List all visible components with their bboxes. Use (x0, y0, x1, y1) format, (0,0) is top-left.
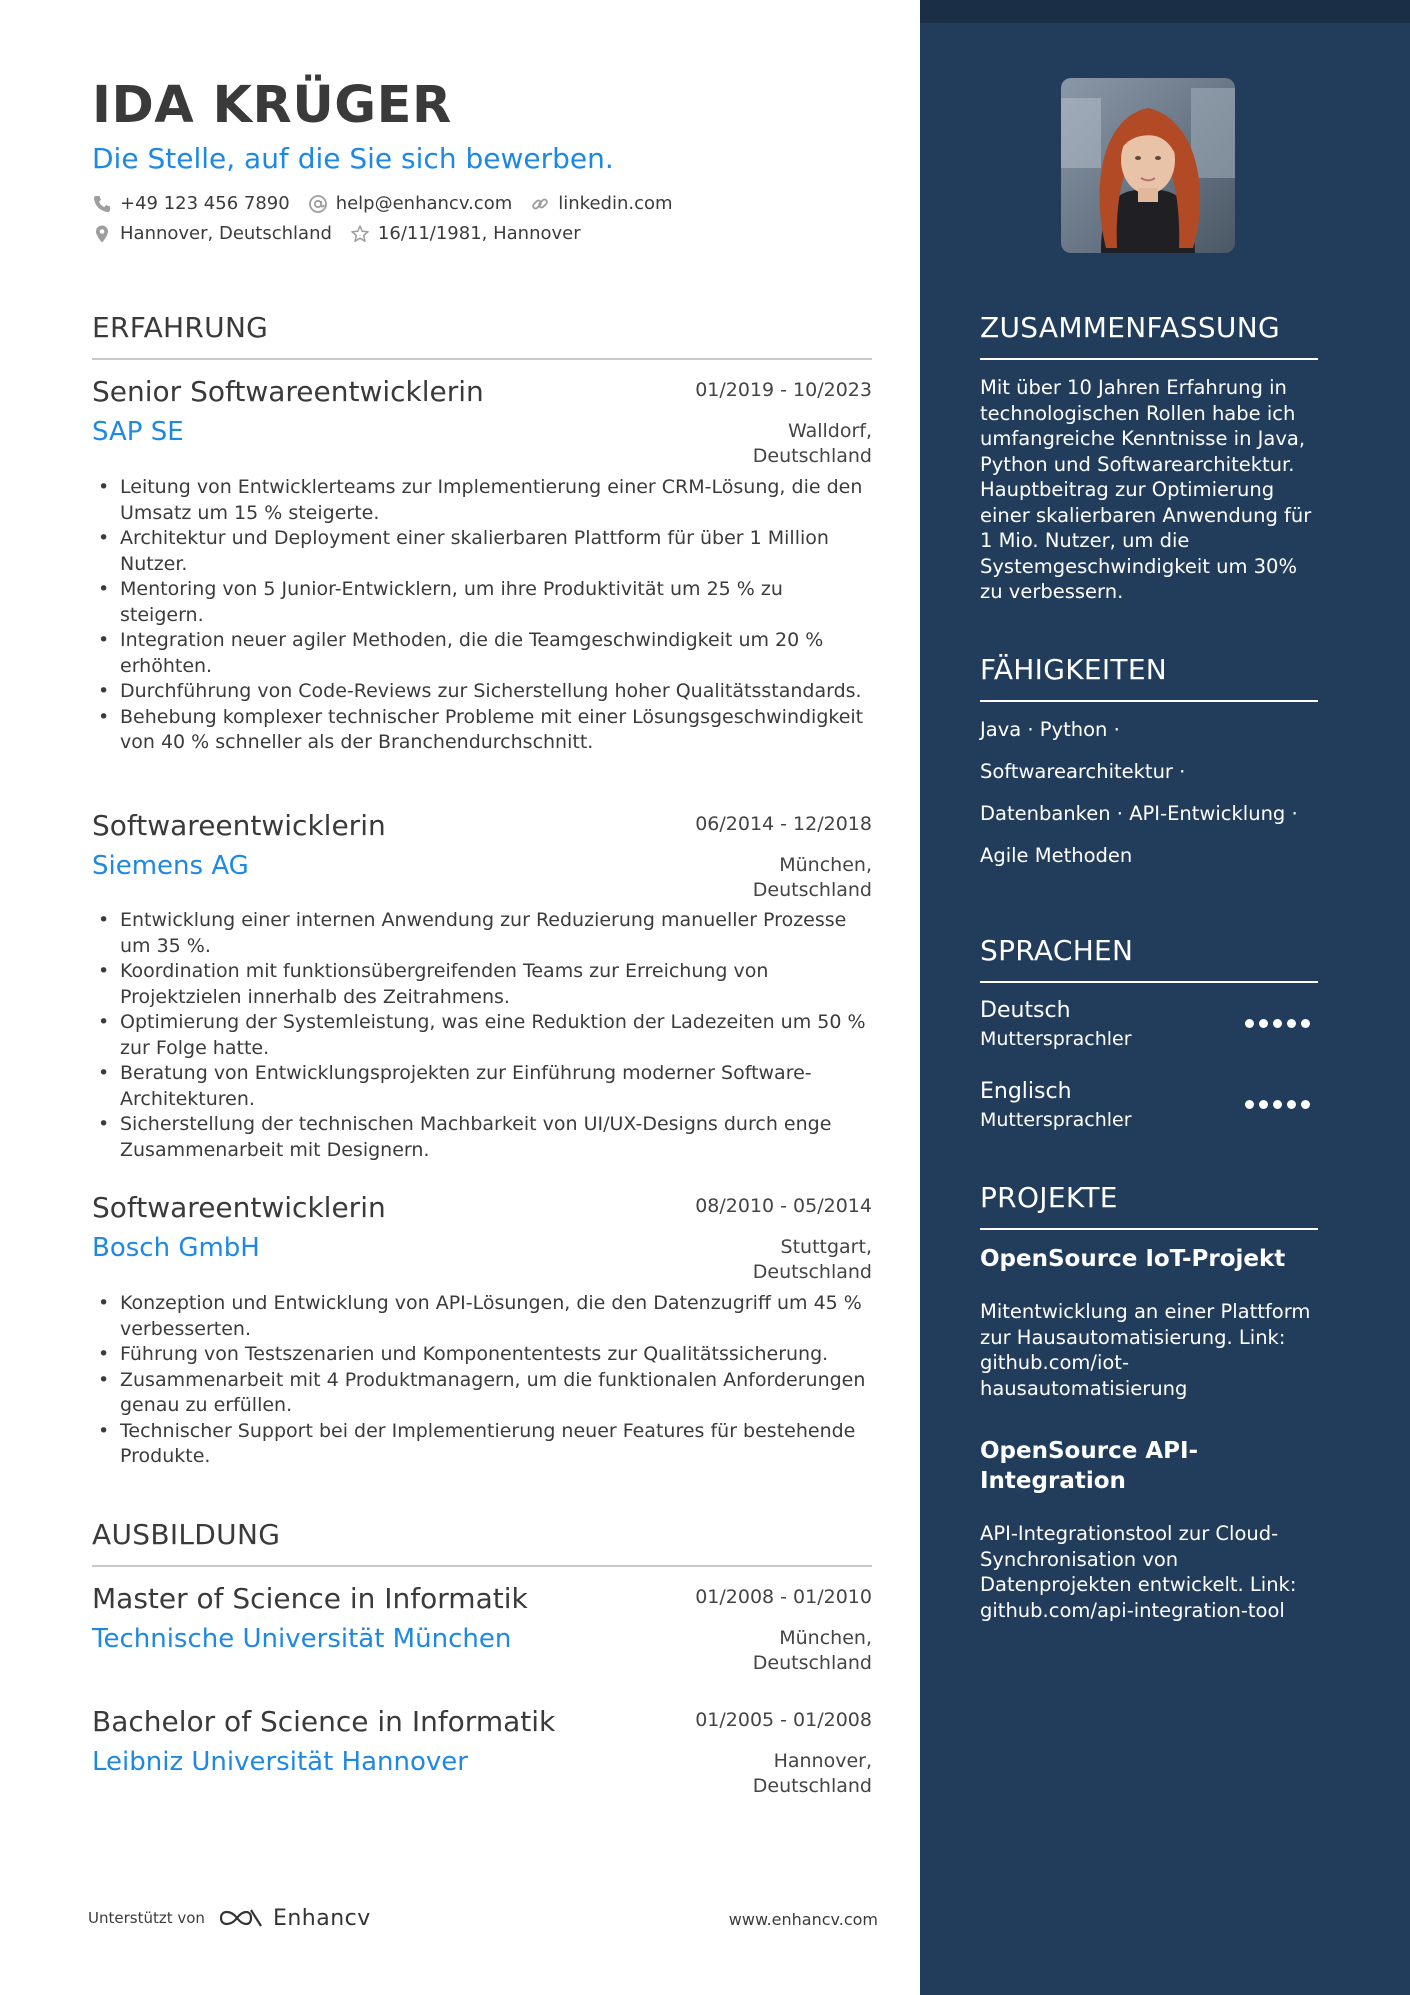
rating-dot (1273, 1019, 1282, 1028)
education-entry (92, 1582, 872, 1682)
school-location-city: Hannover, (773, 1750, 872, 1772)
job-role: Softwareentwicklerin (92, 1191, 386, 1224)
job-bullets (92, 908, 872, 1163)
birth-item (350, 223, 581, 244)
job-bullets (92, 1291, 872, 1470)
profile-photo (1061, 78, 1235, 253)
job-location-country: Deutschland (752, 879, 872, 901)
birth-text: 16/11/1981, Hannover (377, 223, 581, 244)
school-name: Technische Universität München (92, 1624, 512, 1654)
experience-entry (92, 1191, 872, 1481)
job-role: Softwareentwicklerin (92, 809, 386, 842)
job-title-placeholder: Die Stelle, auf die Sie sich bewerben. (92, 142, 614, 175)
education-dates: 01/2008 - 01/2010 (695, 1586, 872, 1608)
job-dates: 01/2019 - 10/2023 (695, 379, 872, 401)
bullet-item: • Sicherstellung der technischen Machbarkeit von UI/UX-Designs durch enge Zusammenarbeit mit Designern. (92, 1112, 872, 1163)
company-name: Bosch GmbH (92, 1233, 260, 1263)
bullet-item: • Optimierung der Systemleistung, was eine Reduktion der Ladezeiten um 50 % zur Folge hatte. (92, 1010, 872, 1061)
enhancv-logo[interactable] (217, 1905, 371, 1931)
degree-title: Bachelor of Science in Informatik (92, 1705, 556, 1738)
language-name: Deutsch (980, 998, 1071, 1023)
bullet-item: • Durchführung von Code-Reviews zur Sicherstellung hoher Qualitätsstandards. (92, 679, 872, 705)
skills-line: Datenbanken · API-Entwicklung · (980, 802, 1298, 825)
language-level: Muttersprachler (980, 1109, 1132, 1131)
summary-heading: ZUSAMMENFASSUNG (980, 311, 1280, 344)
rating-dot (1245, 1100, 1254, 1109)
language-rating (1245, 1100, 1315, 1109)
footer-powered-by (88, 1905, 371, 1931)
bullet-item: • Architektur und Deployment einer skalierbaren Plattform für über 1 Million Nutzer. (92, 526, 872, 577)
bullet-item: • Koordination mit funktionsübergreifenden Teams zur Erreichung von Projektzielen innerhalb des Zeitrahmens. (92, 959, 872, 1010)
bullet-item: • Mentoring von 5 Junior-Entwicklern, um ihre Produktivität um 25 % zu steigern. (92, 577, 872, 628)
language-level: Muttersprachler (980, 1028, 1132, 1050)
summary-text: Mit über 10 Jahren Erfahrung in technologischen Rollen habe ich umfangreiche Kenntnisse in Java, Python und Softwarearchitektur. Hauptbeitrag zur Optimierung einer skalierbaren Anwendung für 1 Mio. Nutzer, um die Systemgeschwindigkeit um 30% zu verbessern. (980, 376, 1312, 603)
rating-dot (1301, 1100, 1310, 1109)
job-dates: 08/2010 - 05/2014 (695, 1195, 872, 1217)
job-location (753, 1235, 872, 1285)
star-icon (350, 224, 370, 244)
company-name: SAP SE (92, 417, 184, 447)
rating-dot (1273, 1100, 1282, 1109)
bullet-item: • Zusammenarbeit mit 4 Produktmanagern, um die funktionalen Anforderungen genau zu erfüllen. (92, 1368, 872, 1419)
job-location-city: Walldorf, (788, 420, 872, 442)
education-dates: 01/2005 - 01/2008 (695, 1709, 872, 1731)
experience-heading: ERFAHRUNG (92, 311, 269, 344)
bullet-item: • Entwicklung einer internen Anwendung zur Reduzierung manueller Prozesse um 35 %. (92, 908, 872, 959)
profile-photo-image (1061, 78, 1235, 253)
project-title: OpenSource API-Integration (980, 1438, 1199, 1494)
experience-entry (92, 809, 872, 1179)
skills-line: Java · Python · (980, 718, 1120, 741)
project-description: Mitentwicklung an einer Plattform zur Hausautomatisierung. Link: github.com/iot-hausautomatisierung (980, 1300, 1311, 1400)
projects-heading: PROJEKTE (980, 1181, 1118, 1214)
bullet-item: • Leitung von Entwicklerteams zur Implementierung einer CRM-Lösung, die den Umsatz um 15 % steigerte. (92, 475, 872, 526)
bullet-item: • Behebung komplexer technischer Probleme mit einer Lösungsgeschwindigkeit von 40 % schneller als der Branchendurchschnitt. (92, 705, 872, 756)
contact-row-1 (92, 193, 691, 214)
rating-dot (1259, 1100, 1268, 1109)
job-location-country: Deutschland (752, 445, 872, 467)
experience-entry (92, 375, 872, 785)
link-icon (530, 194, 550, 214)
rating-dot (1259, 1019, 1268, 1028)
rating-dot (1287, 1100, 1296, 1109)
rating-dot (1245, 1019, 1254, 1028)
degree-title: Master of Science in Informatik (92, 1582, 528, 1615)
summary-rule (980, 358, 1318, 360)
school-location-country: Deutschland (752, 1775, 872, 1797)
skills-rule (980, 700, 1318, 702)
skills-heading: FÄHIGKEITEN (980, 653, 1168, 686)
candidate-name: IDA KRÜGER (92, 76, 452, 135)
bullet-item: • Beratung von Entwicklungsprojekten zur Einführung moderner Software-Architekturen. (92, 1061, 872, 1112)
linkedin-item[interactable] (530, 193, 672, 214)
contact-row-2 (92, 223, 599, 244)
linkedin-link[interactable]: linkedin.com (558, 193, 673, 214)
phone-item (92, 193, 290, 214)
skills-line: Softwarearchitektur · (980, 760, 1186, 783)
location-item (92, 223, 332, 244)
school-name: Leibniz Universität Hannover (92, 1747, 468, 1777)
school-location (753, 1749, 872, 1799)
rating-dot (1287, 1019, 1296, 1028)
job-bullets (92, 475, 872, 756)
bullet-item: • Integration neuer agiler Methoden, die die Teamgeschwindigkeit um 20 % erhöhten. (92, 628, 872, 679)
bullet-item: • Konzeption und Entwicklung von API-Lösungen, die den Datenzugriff um 45 % verbesserten. (92, 1291, 872, 1342)
job-dates: 06/2014 - 12/2018 (695, 813, 872, 835)
powered-by-text: Unterstützt von (88, 1909, 205, 1927)
language-name: Englisch (980, 1079, 1072, 1104)
job-location (753, 853, 872, 903)
rating-dot (1301, 1019, 1310, 1028)
at-sign-icon (308, 194, 328, 214)
bullet-item: • Technischer Support bei der Implementierung neuer Features für bestehende Produkte. (92, 1419, 872, 1470)
job-location-country: Deutschland (752, 1261, 872, 1283)
map-pin-icon (92, 224, 112, 244)
footer-url[interactable]: www.enhancv.com (728, 1910, 878, 1929)
phone-icon (92, 194, 112, 214)
job-location (753, 419, 872, 469)
job-location-city: Stuttgart, (780, 1236, 872, 1258)
languages-rule (980, 981, 1318, 983)
education-rule (92, 1565, 872, 1567)
email-item[interactable] (308, 193, 513, 214)
language-rating (1245, 1019, 1315, 1028)
projects-rule (980, 1228, 1318, 1230)
bullet-item: • Führung von Testszenarien und Komponententests zur Qualitätssicherung. (92, 1342, 872, 1368)
education-entry (92, 1705, 872, 1805)
email-link[interactable]: help@enhancv.com (335, 193, 513, 214)
school-location-country: Deutschland (752, 1652, 872, 1674)
school-location-city: München, (779, 1627, 872, 1649)
project-title: OpenSource IoT-Projekt (980, 1246, 1286, 1272)
education-heading: AUSBILDUNG (92, 1518, 281, 1551)
company-name: Siemens AG (92, 851, 249, 881)
skills-line: Agile Methoden (980, 844, 1133, 867)
location-text: Hannover, Deutschland (120, 223, 332, 244)
job-location-city: München, (779, 854, 872, 876)
enhancv-logo-icon (217, 1905, 265, 1931)
project-description: API-Integrationstool zur Cloud-Synchronisation von Datenprojekten entwickelt. Link: github.com/api-integration-tool (980, 1522, 1297, 1622)
enhancv-brand-text: Enhancv (272, 1905, 371, 1931)
job-role: Senior Softwareentwicklerin (92, 375, 484, 408)
school-location (753, 1626, 872, 1676)
experience-rule (92, 358, 872, 360)
phone-text: +49 123 456 7890 (120, 193, 290, 214)
sidebar-top-bar (920, 0, 1410, 23)
languages-heading: SPRACHEN (980, 934, 1134, 967)
